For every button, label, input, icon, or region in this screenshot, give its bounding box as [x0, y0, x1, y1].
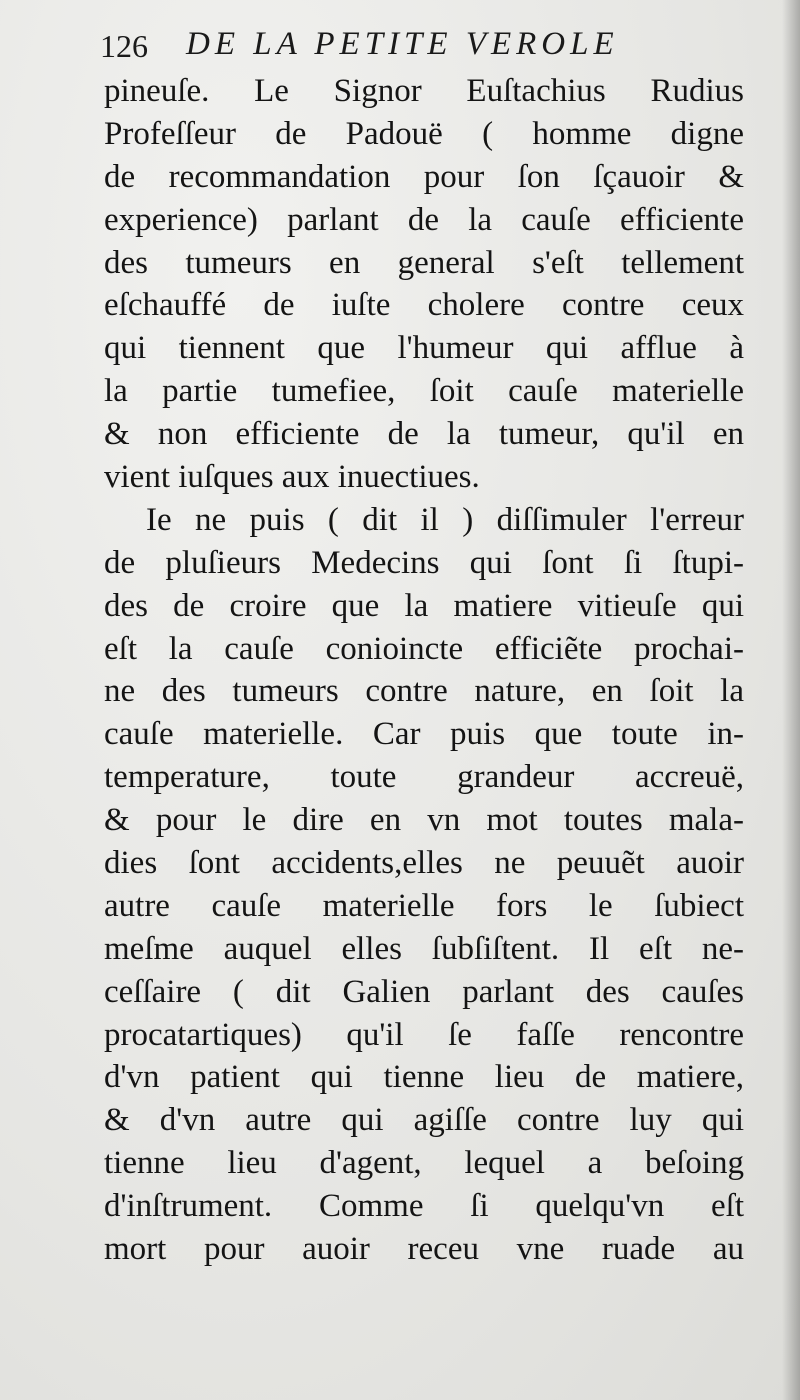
- text-line: des tumeurs en general s'eſt tellement: [104, 244, 744, 281]
- text-line: meſme auquel elles ſubſiſtent. Il eſt ne-: [104, 930, 744, 967]
- text-line: dies ſont accidents,elles ne peuuẽt auoir: [104, 845, 744, 882]
- page-number: 126: [100, 28, 148, 64]
- text-line: Profeſſeur de Padouë ( homme digne: [104, 115, 744, 152]
- text-line: tienne lieu d'agent, lequel a beſoing: [104, 1145, 744, 1182]
- text-line: des de croire que la matiere vitieuſe qui: [104, 587, 744, 624]
- paragraph-end-line: vient iuſques aux inuectiues.: [104, 459, 480, 496]
- text-line: & non efficiente de la tumeur, qu'il en: [104, 416, 744, 453]
- text-line: ne des tumeurs contre nature, en ſoit la: [104, 673, 744, 710]
- text-line: de recommandation pour ſon ſçauoir &: [104, 158, 744, 195]
- text-line: ceſſaire ( dit Galien parlant des cauſes: [104, 973, 744, 1010]
- text-line: procatartiques) qu'il ſe faſſe rencontre: [104, 1016, 744, 1053]
- paragraph-start-line: Ie ne puis ( dit il ) diſſimuler l'erreur: [146, 501, 744, 538]
- text-line: & pour le dire en vn mot toutes mala-: [104, 802, 744, 839]
- running-title: DE LA PETITE VEROLE: [186, 26, 619, 62]
- text-line: autre cauſe materielle fors le ſubiect: [104, 887, 744, 924]
- text-line: temperature, toute grandeur accreuë,: [104, 759, 744, 796]
- text-line: d'vn patient qui tienne lieu de matiere,: [104, 1059, 744, 1096]
- text-line: qui tiennent que l'humeur qui afflue à: [104, 330, 744, 367]
- text-line: pineuſe. Le Signor Euſtachius Rudius: [104, 73, 744, 109]
- text-line: mort pour auoir receu vne ruade au: [104, 1231, 744, 1268]
- body-text: [104, 70, 744, 1271]
- text-line: eſchauffé de iuſte cholere contre ceux: [104, 287, 744, 324]
- text-line: cauſe materielle. Car puis que toute in-: [104, 716, 744, 753]
- running-head: [100, 22, 740, 66]
- text-line: & d'vn autre qui agiſſe contre luy qui: [104, 1102, 744, 1139]
- text-line: d'inſtrument. Comme ſi quelqu'vn eſt: [104, 1188, 744, 1225]
- text-line: de pluſieurs Medecins qui ſont ſi ſtupi-: [104, 544, 744, 581]
- text-line: la partie tumefiee, ſoit cauſe materielle: [104, 373, 744, 410]
- text-line: eſt la cauſe conioincte efficiẽte prochai-: [104, 630, 744, 667]
- text-line: experience) parlant de la cauſe efficiente: [104, 201, 744, 238]
- page-edge-shadow: [782, 0, 800, 1400]
